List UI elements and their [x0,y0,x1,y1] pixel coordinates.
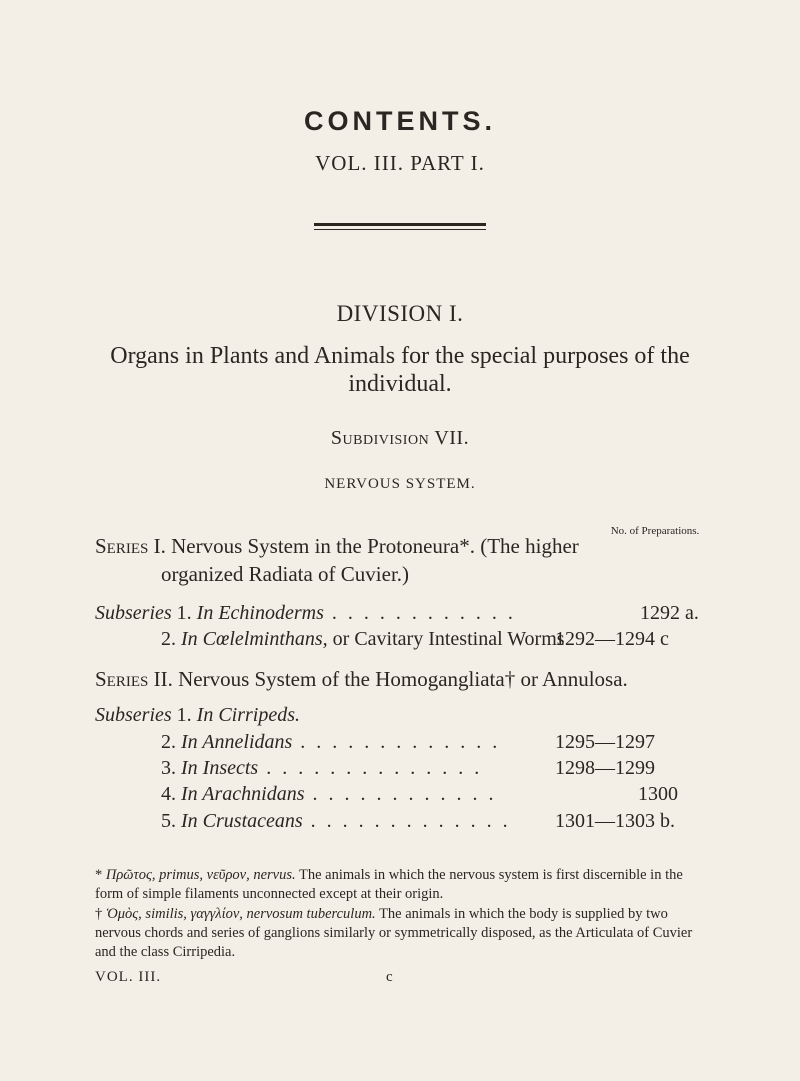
subseries-number: 4. [161,783,176,805]
series-2-subseries-1 [95,704,300,727]
subseries-number: 2. [161,628,176,650]
series-1-subseries-2 [161,628,565,651]
dot-leader: . . . . . . . . . . . . [323,602,516,624]
series-2-subseries-3 [161,757,482,780]
dot-leader: . . . . . . . . . . . . . . [258,757,483,779]
footnote-text: The animals in which the nervous system is first discernible in the form of simple filaments unconnected except at their origin. [95,867,683,902]
subseries-name-extra: or Cavitary Intestinal Worms [327,628,565,650]
subseries-name: In Annelidans [181,731,293,753]
subseries-number: 2. [161,731,176,753]
division-description-line1: Organs in Plants and Animals for the special purposes of the [110,343,690,369]
page-title: CONTENTS. [303,106,496,136]
footnote-mark: † [95,906,103,922]
series-2-subseries-5 [161,810,511,833]
series-2-heading [95,667,628,692]
subseries-label: Subseries [95,704,172,726]
subseries-number: 1. [176,602,192,624]
decorative-rule-thin [314,229,486,230]
preparations-column-header: No. of Preparations. [610,525,700,537]
series-1-label: Series I. [95,534,166,558]
subseries-name: In Arachnidans [181,783,305,805]
dot-leader: . . . . . . . . . . . . . [302,810,511,832]
subseries-number: 3. [161,757,176,779]
decorative-rule-thick [314,223,486,226]
subdivision-subject: NERVOUS SYSTEM. [324,476,476,492]
subseries-name: In Echinoderms [196,602,324,624]
subseries-name: In Cœlelminthans, [181,628,328,650]
series-1-heading [95,534,579,559]
division-description-line2: individual. [348,371,452,397]
series-2-subseries-4 [161,783,497,806]
series-2-label: Series II. [95,667,173,691]
footnote-text: The animals in which the body is supplied by two nervous chords and series of ganglions similarly or symmetrically disposed, as the Articulata of Cuvier and the class Cirripedia. [95,906,693,960]
subseries-number: 1. [176,704,192,726]
footnote-2 [95,905,710,962]
subseries-name: In Insects [181,757,259,779]
subseries-name: In Cirripeds. [196,704,301,726]
footnote-term: Πρῶτος, primus, νεῦρον, nervus. [105,867,296,883]
preparations-number: 1298—1299 [555,757,655,779]
subseries-name: In Crustaceans [181,810,303,832]
subseries-number: 5. [161,810,176,832]
signature-mark: c [386,969,393,985]
series-2-title: Nervous System of the Homogangliata† or Annulosa. [178,667,628,691]
preparations-number: 1300 [638,783,678,805]
footnote-term: Ὁμὸς, similis, γαγγλίον, nervosum tuberculum. [105,906,376,922]
dot-leader: . . . . . . . . . . . . . [292,731,501,753]
preparations-number: 1292 a. [640,602,699,624]
preparations-number: 1301—1303 b. [555,810,675,832]
dot-leader: . . . . . . . . . . . . [304,783,497,805]
volume-heading: VOL. III. PART I. [315,151,485,175]
series-1-title-continued: organized Radiata of Cuvier.) [161,562,410,586]
subseries-label: Subseries [95,602,172,624]
division-title: DIVISION I. [336,301,464,326]
preparations-number: 1295—1297 [555,731,655,753]
footnote-mark: * [95,867,103,883]
subdivision-title: Subdivision VII. [330,427,470,449]
preparations-number: 1292—1294 c [555,628,669,650]
series-1-title: Nervous System in the Protoneura*. (The higher [171,534,579,558]
footnote-1 [95,866,710,904]
series-2-subseries-2 [161,731,500,754]
series-1-subseries-1 [95,602,516,625]
footer-volume: VOL. III. [95,969,162,985]
